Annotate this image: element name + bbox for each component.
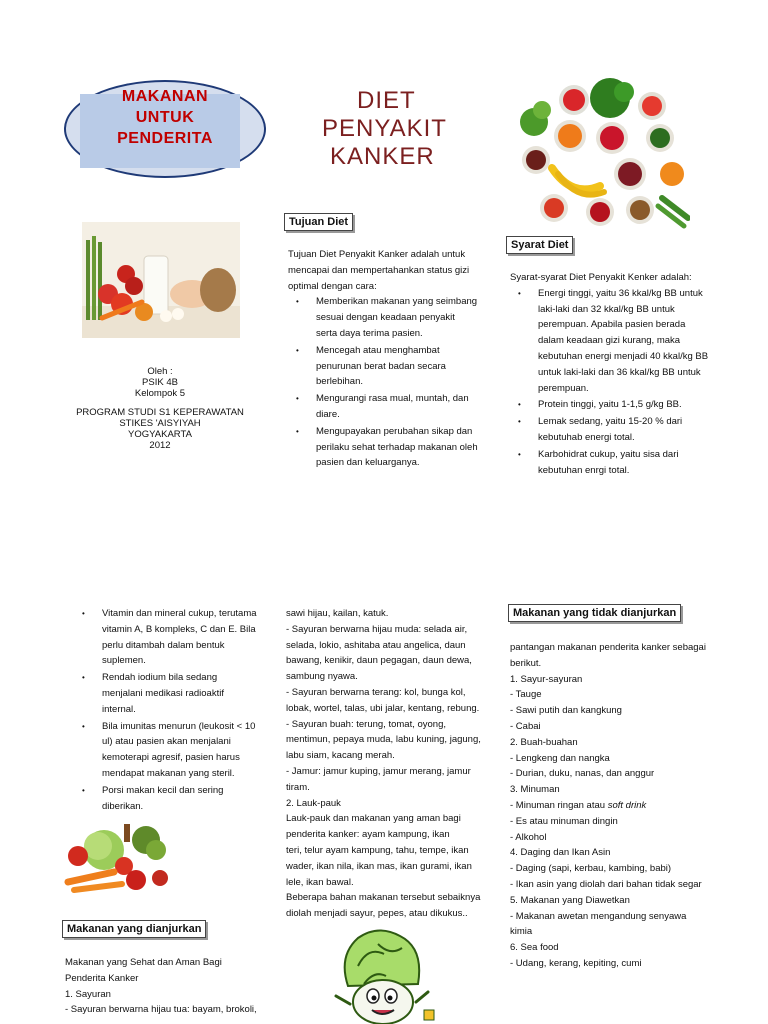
cover-title-line-3: PENDERITA bbox=[117, 130, 213, 147]
tidak-dianjurkan-line: - Es atau minuman dingin bbox=[510, 815, 618, 827]
dianjurkan-line: sambung nyawa. bbox=[286, 671, 358, 683]
institution-block bbox=[40, 407, 280, 451]
tidak-dianjurkan-line: - Cabai bbox=[510, 720, 541, 732]
tidak-dianjurkan-section bbox=[510, 640, 720, 972]
dianjurkan-line: bawang, kenikir, daun pegagan, daun dewa, bbox=[286, 655, 472, 667]
institution-line-4: 2012 bbox=[149, 440, 171, 451]
dianjurkan-line: - Sayuran berwarna hijau tua: bayam, brokoli, bbox=[65, 1004, 257, 1016]
list-item: • Mengurangi rasa mual, muntah, dan diare. bbox=[288, 391, 478, 423]
dianjurkan-heading: Makanan yang dianjurkan bbox=[62, 920, 206, 938]
tidak-dianjurkan-line: 1. Sayur-sayuran bbox=[510, 673, 583, 685]
dianjurkan-line: Lauk-pauk dan makanan yang aman bagi bbox=[286, 813, 461, 825]
author-line-3: Kelompok 5 bbox=[134, 388, 186, 399]
dianjurkan-line: - Sayuran berwarna hijau muda: selada air, bbox=[286, 623, 468, 635]
tidak-dianjurkan-line-soft-drink bbox=[510, 798, 720, 814]
syarat-continued bbox=[74, 606, 260, 815]
tidak-dianjurkan-line: - Daging (sapi, kerbau, kambing, babi) bbox=[510, 863, 672, 875]
tidak-dianjurkan-line: 2. Buah-buahan bbox=[510, 736, 578, 748]
dianjurkan-line: Penderita Kanker bbox=[65, 972, 139, 984]
dianjurkan-line: Beberapa bahan makanan tersebut sebaiknya bbox=[286, 892, 481, 904]
list-item: • Mengupayakan perubahan sikap dan perilaku sehat terhadap makanan oleh pasien dan keluarganya. bbox=[288, 424, 478, 471]
list-item: • Porsi makan kecil dan sering diberikan. bbox=[74, 783, 260, 815]
list-item: • Karbohidrat cukup, yaitu sisa dari kebutuhan enrgi total. bbox=[510, 447, 710, 479]
tujuan-section bbox=[288, 247, 478, 472]
main-title bbox=[300, 87, 470, 171]
vegetables-image bbox=[64, 820, 174, 898]
tidak-dianjurkan-line: kimia bbox=[510, 926, 533, 938]
tidak-dianjurkan-line: 5. Makanan yang Diawetkan bbox=[510, 894, 630, 906]
syarat-section bbox=[510, 270, 710, 479]
cabbage-mascot-image bbox=[328, 926, 438, 1024]
soft-drink-text: soft drink bbox=[607, 799, 647, 811]
list-item: • Mencegah atau menghambat penurunan berat badan secara berlebihan. bbox=[288, 343, 478, 390]
dianjurkan-line: labu siam, kacang merah. bbox=[286, 750, 395, 762]
institution-line-3: YOGYAKARTA bbox=[128, 429, 192, 440]
dianjurkan-line: selada, lokio, ashitaba atau angelica, daun bbox=[286, 639, 466, 651]
dianjurkan-line: Makanan yang Sehat dan Aman Bagi bbox=[65, 957, 222, 968]
tidak-dianjurkan-line: 3. Minuman bbox=[510, 784, 560, 796]
tidak-dianjurkan-line: - Makanan awetan mengandung senyawa bbox=[510, 910, 687, 922]
list-item: • Vitamin dan mineral cukup, terutama vitamin A, B kompleks, C dan E. Bila perlu ditambah dalam bentuk suplemen. bbox=[74, 606, 260, 669]
tidak-dianjurkan-line: - Alkohol bbox=[510, 831, 547, 843]
cover-ellipse bbox=[64, 80, 266, 178]
tidak-dianjurkan-line: - Ikan asin yang diolah dari bahan tidak segar bbox=[510, 878, 702, 890]
tidak-dianjurkan-line: - Lengkeng dan nangka bbox=[510, 752, 610, 764]
list-item: • Memberikan makanan yang seimbang sesuai dengan keadaan penyakit serta daya terima pasien. bbox=[288, 294, 478, 341]
cover-title bbox=[66, 86, 264, 149]
dianjurkan-line: 1. Sayuran bbox=[65, 988, 111, 1000]
main-title-line-1: DIET bbox=[357, 87, 416, 114]
tidak-dianjurkan-heading: Makanan yang tidak dianjurkan bbox=[508, 604, 681, 622]
tujuan-intro: Tujuan Diet Penyakit Kanker adalah untuk mencapai dan mempertahankan status gizi optimal dengan cara: bbox=[288, 249, 470, 292]
tidak-dianjurkan-line: - Udang, kerang, kepiting, cumi bbox=[510, 957, 642, 969]
list-item: • Bila imunitas menurun (leukosit < 10 ul) atau pasien akan menjalani kemoterapi agresif, pasien harus mendapat makanan yang steril. bbox=[74, 719, 260, 782]
dianjurkan-line: - Sayuran buah: terung, tomat, oyong, bbox=[286, 718, 447, 730]
tujuan-list bbox=[288, 294, 478, 471]
tidak-dianjurkan-line: - Durian, duku, nanas, dan anggur bbox=[510, 768, 655, 780]
author-block bbox=[60, 366, 260, 399]
tidak-dianjurkan-intro-line: berikut. bbox=[510, 657, 542, 669]
syarat-list bbox=[510, 286, 710, 479]
syarat-heading: Syarat Diet bbox=[506, 236, 573, 254]
tidak-dianjurkan-line: 4. Daging dan Ikan Asin bbox=[510, 847, 611, 859]
cover-title-line-1: MAKANAN bbox=[121, 88, 209, 105]
dianjurkan-section bbox=[65, 955, 265, 1018]
dianjurkan-line: sawi hijau, kailan, katuk. bbox=[286, 608, 389, 619]
dianjurkan-line: diolah menjadi sayur, pepes, atau dikukus.. bbox=[286, 908, 468, 920]
dianjurkan-line: teri, telur ayam kampung, tahu, tempe, ikan bbox=[286, 844, 469, 856]
dianjurkan-line: lobak, wortel, talas, ubi jalar, kentang, rebung. bbox=[286, 702, 480, 714]
groceries-image bbox=[82, 222, 240, 338]
list-item: • Rendah iodium bila sedang menjalani medikasi radioaktif internal. bbox=[74, 670, 260, 717]
institution-line-1: PROGRAM STUDI S1 KEPERAWATAN bbox=[76, 407, 244, 418]
list-item: • Protein tinggi, yaitu 1-1,5 g/kg BB. bbox=[510, 397, 710, 413]
dianjurkan-continued bbox=[286, 606, 486, 922]
syarat-continued-list bbox=[74, 606, 260, 814]
list-item: • Lemak sedang, yaitu 15-20 % dari kebutuhab energi total. bbox=[510, 414, 710, 446]
dianjurkan-line: mentimun, pepaya muda, labu kuning, jagung, bbox=[286, 734, 481, 746]
tidak-dianjurkan-line: - Sawi putih dan kangkung bbox=[510, 705, 622, 717]
main-title-line-3: KANKER bbox=[330, 143, 435, 170]
dianjurkan-line: wader, ikan nila, ikan mas, ikan gurami, ikan bbox=[286, 860, 472, 872]
dianjurkan-line: tiram. bbox=[286, 781, 310, 793]
author-line-1: Oleh : bbox=[147, 366, 173, 377]
tidak-dianjurkan-line-text: - Minuman ringan atau bbox=[510, 799, 608, 811]
dianjurkan-line: - Jamur: jamur kuping, jamur merang, jamur bbox=[286, 765, 471, 777]
tidak-dianjurkan-intro-line: pantangan makanan penderita kanker sebagai bbox=[510, 642, 706, 653]
institution-line-2: STIKES 'AISYIYAH bbox=[119, 418, 201, 429]
dianjurkan-line: - Sayuran berwarna terang: kol, bunga kol, bbox=[286, 686, 466, 698]
tidak-dianjurkan-line: 6. Sea food bbox=[510, 942, 559, 954]
tujuan-heading: Tujuan Diet bbox=[284, 213, 353, 231]
vegetable-bowls-image bbox=[512, 78, 690, 230]
dianjurkan-line: 2. Lauk-pauk bbox=[286, 797, 341, 809]
tidak-dianjurkan-line: - Tauge bbox=[510, 689, 542, 701]
dianjurkan-line: penderita kanker: ayam kampung, ikan bbox=[286, 829, 450, 841]
main-title-line-2: PENYAKIT bbox=[322, 115, 447, 142]
syarat-intro: Syarat-syarat Diet Penyakit Kenker adalah: bbox=[510, 272, 692, 283]
dianjurkan-line: lele, ikan bawal. bbox=[286, 876, 354, 888]
list-item: • Energi tinggi, yaitu 36 kkal/kg BB untuk laki-laki dan 32 kkal/kg BB untuk perempuan. Apabila pasien berada dalam keadaan gizi kurang, maka kebutuhan energi menjadi 40 kkal/kg BB untuk laki-laki dan 36 kkal/kg BB untuk perempuan. bbox=[510, 286, 710, 397]
author-line-2: PSIK 4B bbox=[142, 377, 178, 388]
cover-title-line-2: UNTUK bbox=[135, 109, 195, 126]
